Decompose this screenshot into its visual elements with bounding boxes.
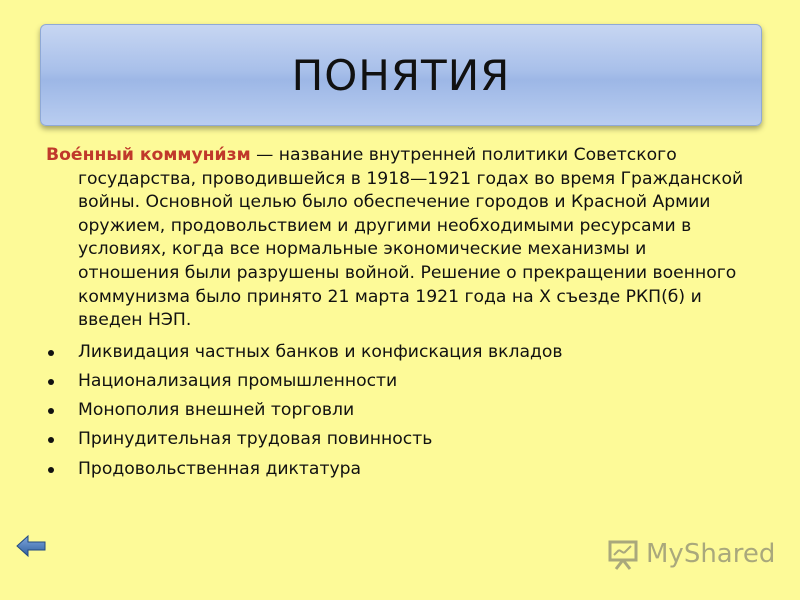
- arrow-left-icon: [16, 534, 46, 558]
- presentation-board-icon: [606, 537, 640, 571]
- list-item: [46, 458, 746, 482]
- list-item: [46, 370, 746, 394]
- bullet-icon: [48, 350, 54, 356]
- list-item: [46, 399, 746, 423]
- slide-content: [46, 144, 746, 487]
- slide-title: ПОНЯТИЯ: [291, 50, 511, 100]
- list-item: [46, 341, 746, 365]
- list-item-text: Монополия внешней торговли: [78, 400, 355, 421]
- definition-paragraph: [46, 144, 746, 333]
- back-button[interactable]: [16, 534, 46, 558]
- definition-term: Вое́нный коммуни́зм: [46, 145, 251, 165]
- title-box: [40, 24, 762, 126]
- list-item-text: Продовольственная диктатура: [78, 458, 362, 479]
- watermark-text: MyShared: [646, 539, 776, 569]
- bullet-icon: [48, 379, 54, 385]
- list-item: [46, 428, 746, 452]
- bullet-list: [46, 341, 746, 481]
- list-item-text: Ликвидация частных банков и конфискация вкладов: [78, 341, 563, 362]
- list-item-text: Принудительная трудовая повинность: [78, 429, 433, 450]
- bullet-icon: [48, 437, 54, 443]
- bullet-icon: [48, 408, 54, 414]
- list-item-text: Национализация промышленности: [78, 370, 398, 391]
- bullet-icon: [48, 467, 54, 473]
- watermark-logo: [606, 534, 775, 574]
- definition-text: — название внутренней политики Советского государства, проводившейся в 1918—1921 годах во время Гражданской войны. Основной целью было обеспечение городов и Красной Армии оружием, продовольствием и другими необходимыми ресурсами в условиях, когда все нормальные экономические механизмы и отношения были разрушены войной. Решение о прекращении военного коммунизма было принято 21 марта 1921 года на X съезде РКП(б) и введен НЭП.: [78, 145, 744, 331]
